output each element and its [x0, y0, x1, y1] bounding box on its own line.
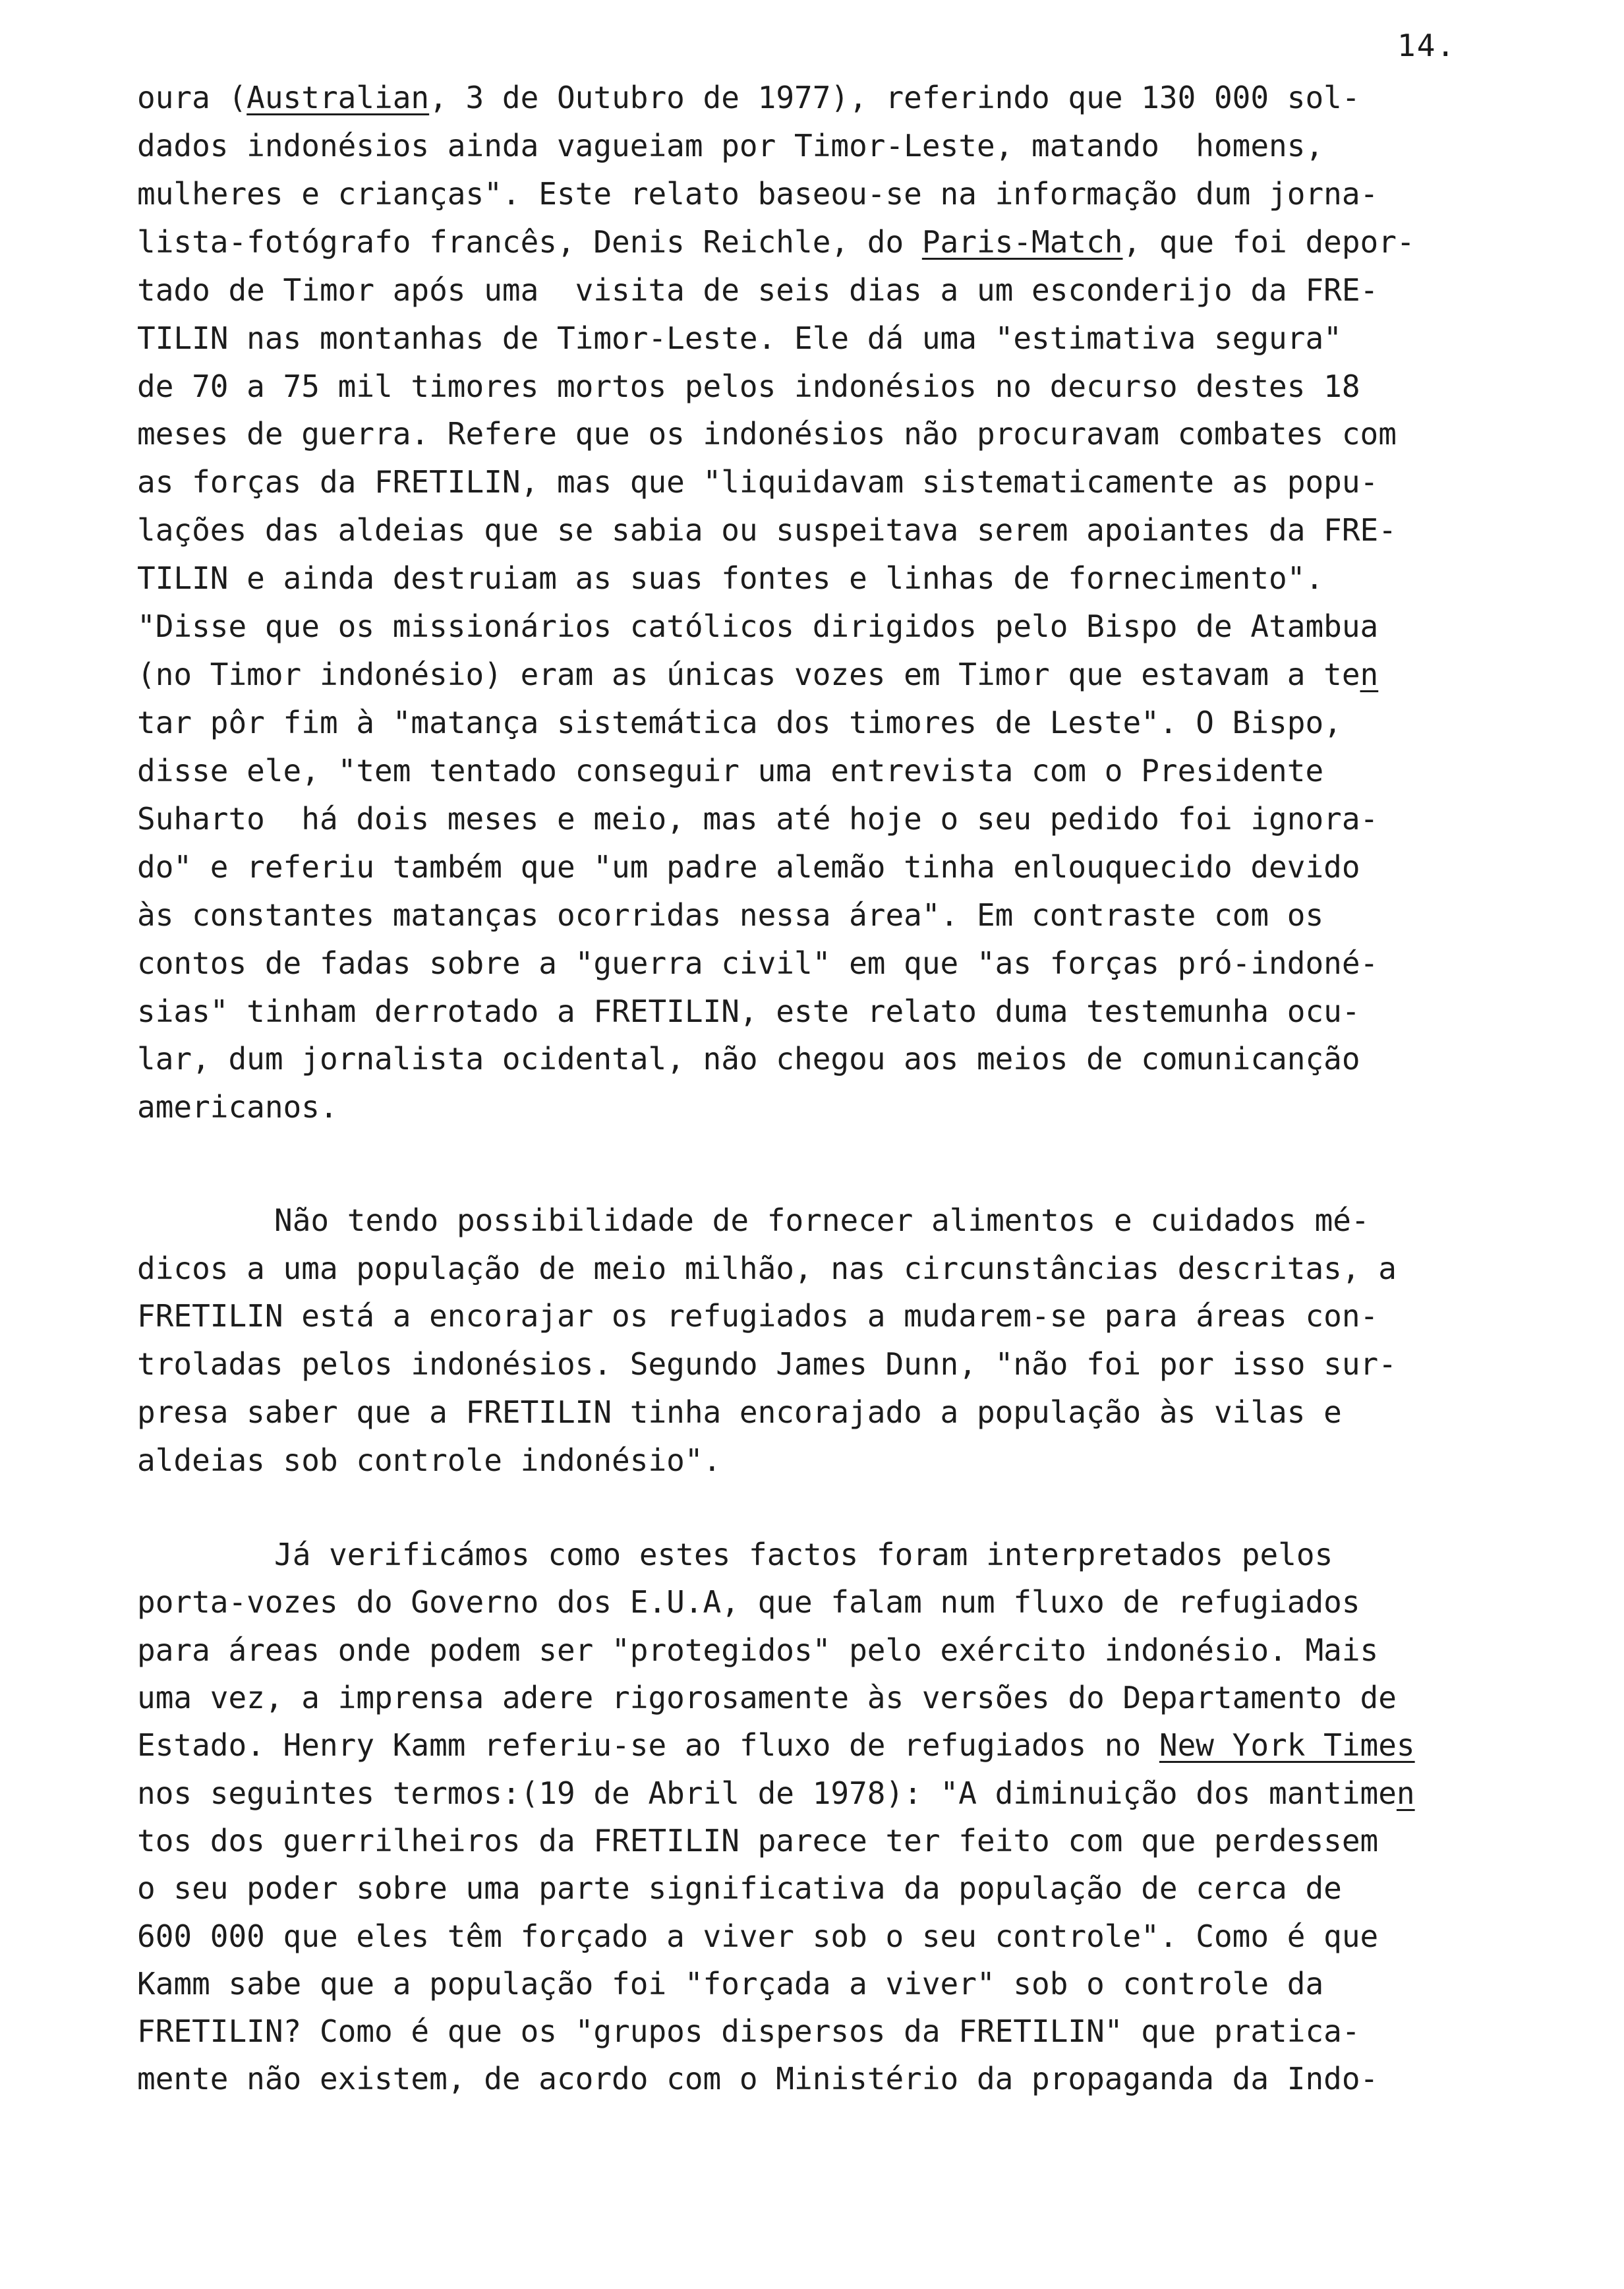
text-line	[137, 848, 1360, 885]
text-run: contos de fadas sobre a "guerra civil" em que "as forças pró-indoné-	[137, 945, 1379, 981]
underlined-text: New York Times	[1159, 1727, 1415, 1764]
text-run: Não tendo possibilidade de fornecer alimentos e cuidados mé-	[274, 1203, 1370, 1238]
text-line	[137, 1632, 1379, 1668]
text-run: TILIN e ainda destruiam as suas fontes e linhas de fornecimento".	[137, 560, 1324, 597]
text-run: do" e referiu também que "um padre alemão tinha enlouquecido devido	[137, 848, 1360, 885]
text-run: , 3 de Outubro de 1977), referindo que 130 000 sol-	[429, 80, 1360, 115]
text-line	[137, 1394, 1342, 1430]
text-run: Estado. Henry Kamm referiu-se ao fluxo de refugiados no	[137, 1727, 1159, 1764]
text-run: nos seguintes termos:(19 de Abril de 1978): "A diminuição dos mantime	[137, 1775, 1397, 1811]
text-run: Suharto há dois meses e meio, mas até hoje o seu pedido foi ignora-	[137, 800, 1379, 837]
text-line	[137, 175, 1379, 212]
text-run: lista-fotógrafo francês, Denis Reichle, do	[137, 223, 922, 260]
text-run: para áreas onde podem ser "protegidos" pelo exército indonésio. Mais	[137, 1632, 1379, 1668]
text-run: disse ele, "tem tentado conseguir uma entrevista com o Presidente	[137, 752, 1324, 788]
text-line	[137, 1775, 1415, 1811]
text-line	[137, 1041, 1360, 1077]
text-line	[137, 1250, 1397, 1286]
text-line	[137, 2061, 1379, 2097]
text-line	[137, 272, 1379, 308]
text-line	[137, 1442, 722, 1478]
text-run: lar, dum jornalista ocidental, não chegou aos meios de comunicanção	[137, 1041, 1360, 1077]
text-run: tado de Timor após uma visita de seis dias a um esconderijo da FRE-	[137, 272, 1379, 308]
text-line	[137, 560, 1324, 597]
text-line	[137, 223, 1415, 260]
text-line	[274, 1539, 1333, 1570]
text-line	[137, 2013, 1360, 2050]
text-line	[137, 1346, 1397, 1382]
text-line	[137, 1965, 1324, 2002]
text-run: mulheres e crianças". Este relato baseou-se na informação dum jorna-	[137, 175, 1379, 212]
text-run: aldeias sob controle indonésio".	[137, 1442, 722, 1478]
text-line	[137, 1679, 1397, 1715]
underlined-text: n	[1360, 657, 1379, 693]
text-line	[137, 800, 1379, 837]
text-line	[137, 704, 1342, 740]
text-line	[137, 1298, 1379, 1334]
text-run: tos dos guerrilheiros da FRETILIN parece ter feito com que perdessem	[137, 1822, 1379, 1858]
text-run: FRETILIN está a encorajar os refugiados a mudarem-se para áreas con-	[137, 1298, 1379, 1334]
text-run: presa saber que a FRETILIN tinha encorajado a população às vilas e	[137, 1394, 1342, 1430]
text-run: "Disse que os missionários católicos dirigidos pelo Bispo de Atambua	[137, 609, 1379, 645]
text-line	[137, 609, 1379, 645]
text-run: Kamm sabe que a população foi "forçada a viver" sob o controle da	[137, 1965, 1324, 2002]
text-run: dados indonésios ainda vagueiam por Timor-Leste, matando homens,	[137, 127, 1324, 164]
text-line	[137, 1584, 1360, 1620]
text-line	[137, 512, 1397, 549]
text-run: as forças da FRETILIN, mas que "liquidavam sistematicamente as popu-	[137, 464, 1379, 500]
underlined-text: Paris-Match	[921, 223, 1123, 260]
text-run: 600 000 que eles têm forçado a viver sob o seu controle". Como é que	[137, 1918, 1379, 1954]
text-line	[137, 657, 1379, 693]
text-line	[137, 897, 1324, 933]
text-run: tar pôr fim à "matança sistemática dos timores de Leste". O Bispo,	[137, 704, 1342, 740]
page-number: 14.	[1397, 28, 1457, 63]
text-line	[137, 1089, 338, 1125]
text-run: FRETILIN? Como é que os "grupos dispersos da FRETILIN" que pratica-	[137, 2013, 1360, 2050]
text-line	[137, 416, 1397, 452]
text-run: troladas pelos indonésios. Segundo James Dunn, "não foi por isso sur-	[137, 1346, 1397, 1382]
text-run: lações das aldeias que se sabia ou suspeitava serem apoiantes da FRE-	[137, 512, 1397, 549]
text-run: sias" tinham derrotado a FRETILIN, este relato duma testemunha ocu-	[137, 993, 1360, 1029]
text-line	[137, 82, 1360, 113]
text-run: meses de guerra. Refere que os indonésios não procuravam combates com	[137, 416, 1397, 452]
text-line	[137, 127, 1324, 164]
text-line	[137, 368, 1360, 404]
text-line	[137, 1918, 1379, 1954]
underlined-text: n	[1396, 1775, 1415, 1811]
text-line	[274, 1203, 1370, 1238]
text-run: , que foi depor-	[1122, 223, 1415, 260]
text-run: porta-vozes do Governo dos E.U.A, que falam num fluxo de refugiados	[137, 1584, 1360, 1620]
text-line	[137, 1822, 1379, 1858]
text-run: uma vez, a imprensa adere rigorosamente às versões do Departamento de	[137, 1679, 1397, 1715]
text-run: (no Timor indonésio) eram as únicas vozes em Timor que estavam a te	[137, 657, 1360, 693]
text-line	[137, 320, 1342, 356]
text-run: o seu poder sobre uma parte significativa da população de cerca de	[137, 1870, 1342, 1907]
text-line	[137, 1870, 1342, 1907]
underlined-text: Australian	[246, 80, 430, 115]
text-run: Já verificámos como estes factos foram interpretados pelos	[274, 1537, 1333, 1572]
text-run: de 70 a 75 mil timores mortos pelos indonésios no decurso destes 18	[137, 368, 1360, 404]
text-line	[137, 993, 1360, 1029]
text-line	[137, 752, 1324, 788]
text-line	[137, 945, 1379, 981]
text-run: TILIN nas montanhas de Timor-Leste. Ele dá uma "estimativa segura"	[137, 320, 1342, 356]
text-run: mente não existem, de acordo com o Ministério da propaganda da Indo-	[137, 2061, 1379, 2097]
text-run: às constantes matanças ocorridas nessa área". Em contraste com os	[137, 897, 1324, 933]
text-line	[137, 1727, 1415, 1764]
text-run: dicos a uma população de meio milhão, nas circunstâncias descritas, a	[137, 1250, 1397, 1286]
text-run: oura (	[137, 80, 247, 115]
text-line	[137, 464, 1379, 500]
text-run: americanos.	[137, 1089, 338, 1125]
